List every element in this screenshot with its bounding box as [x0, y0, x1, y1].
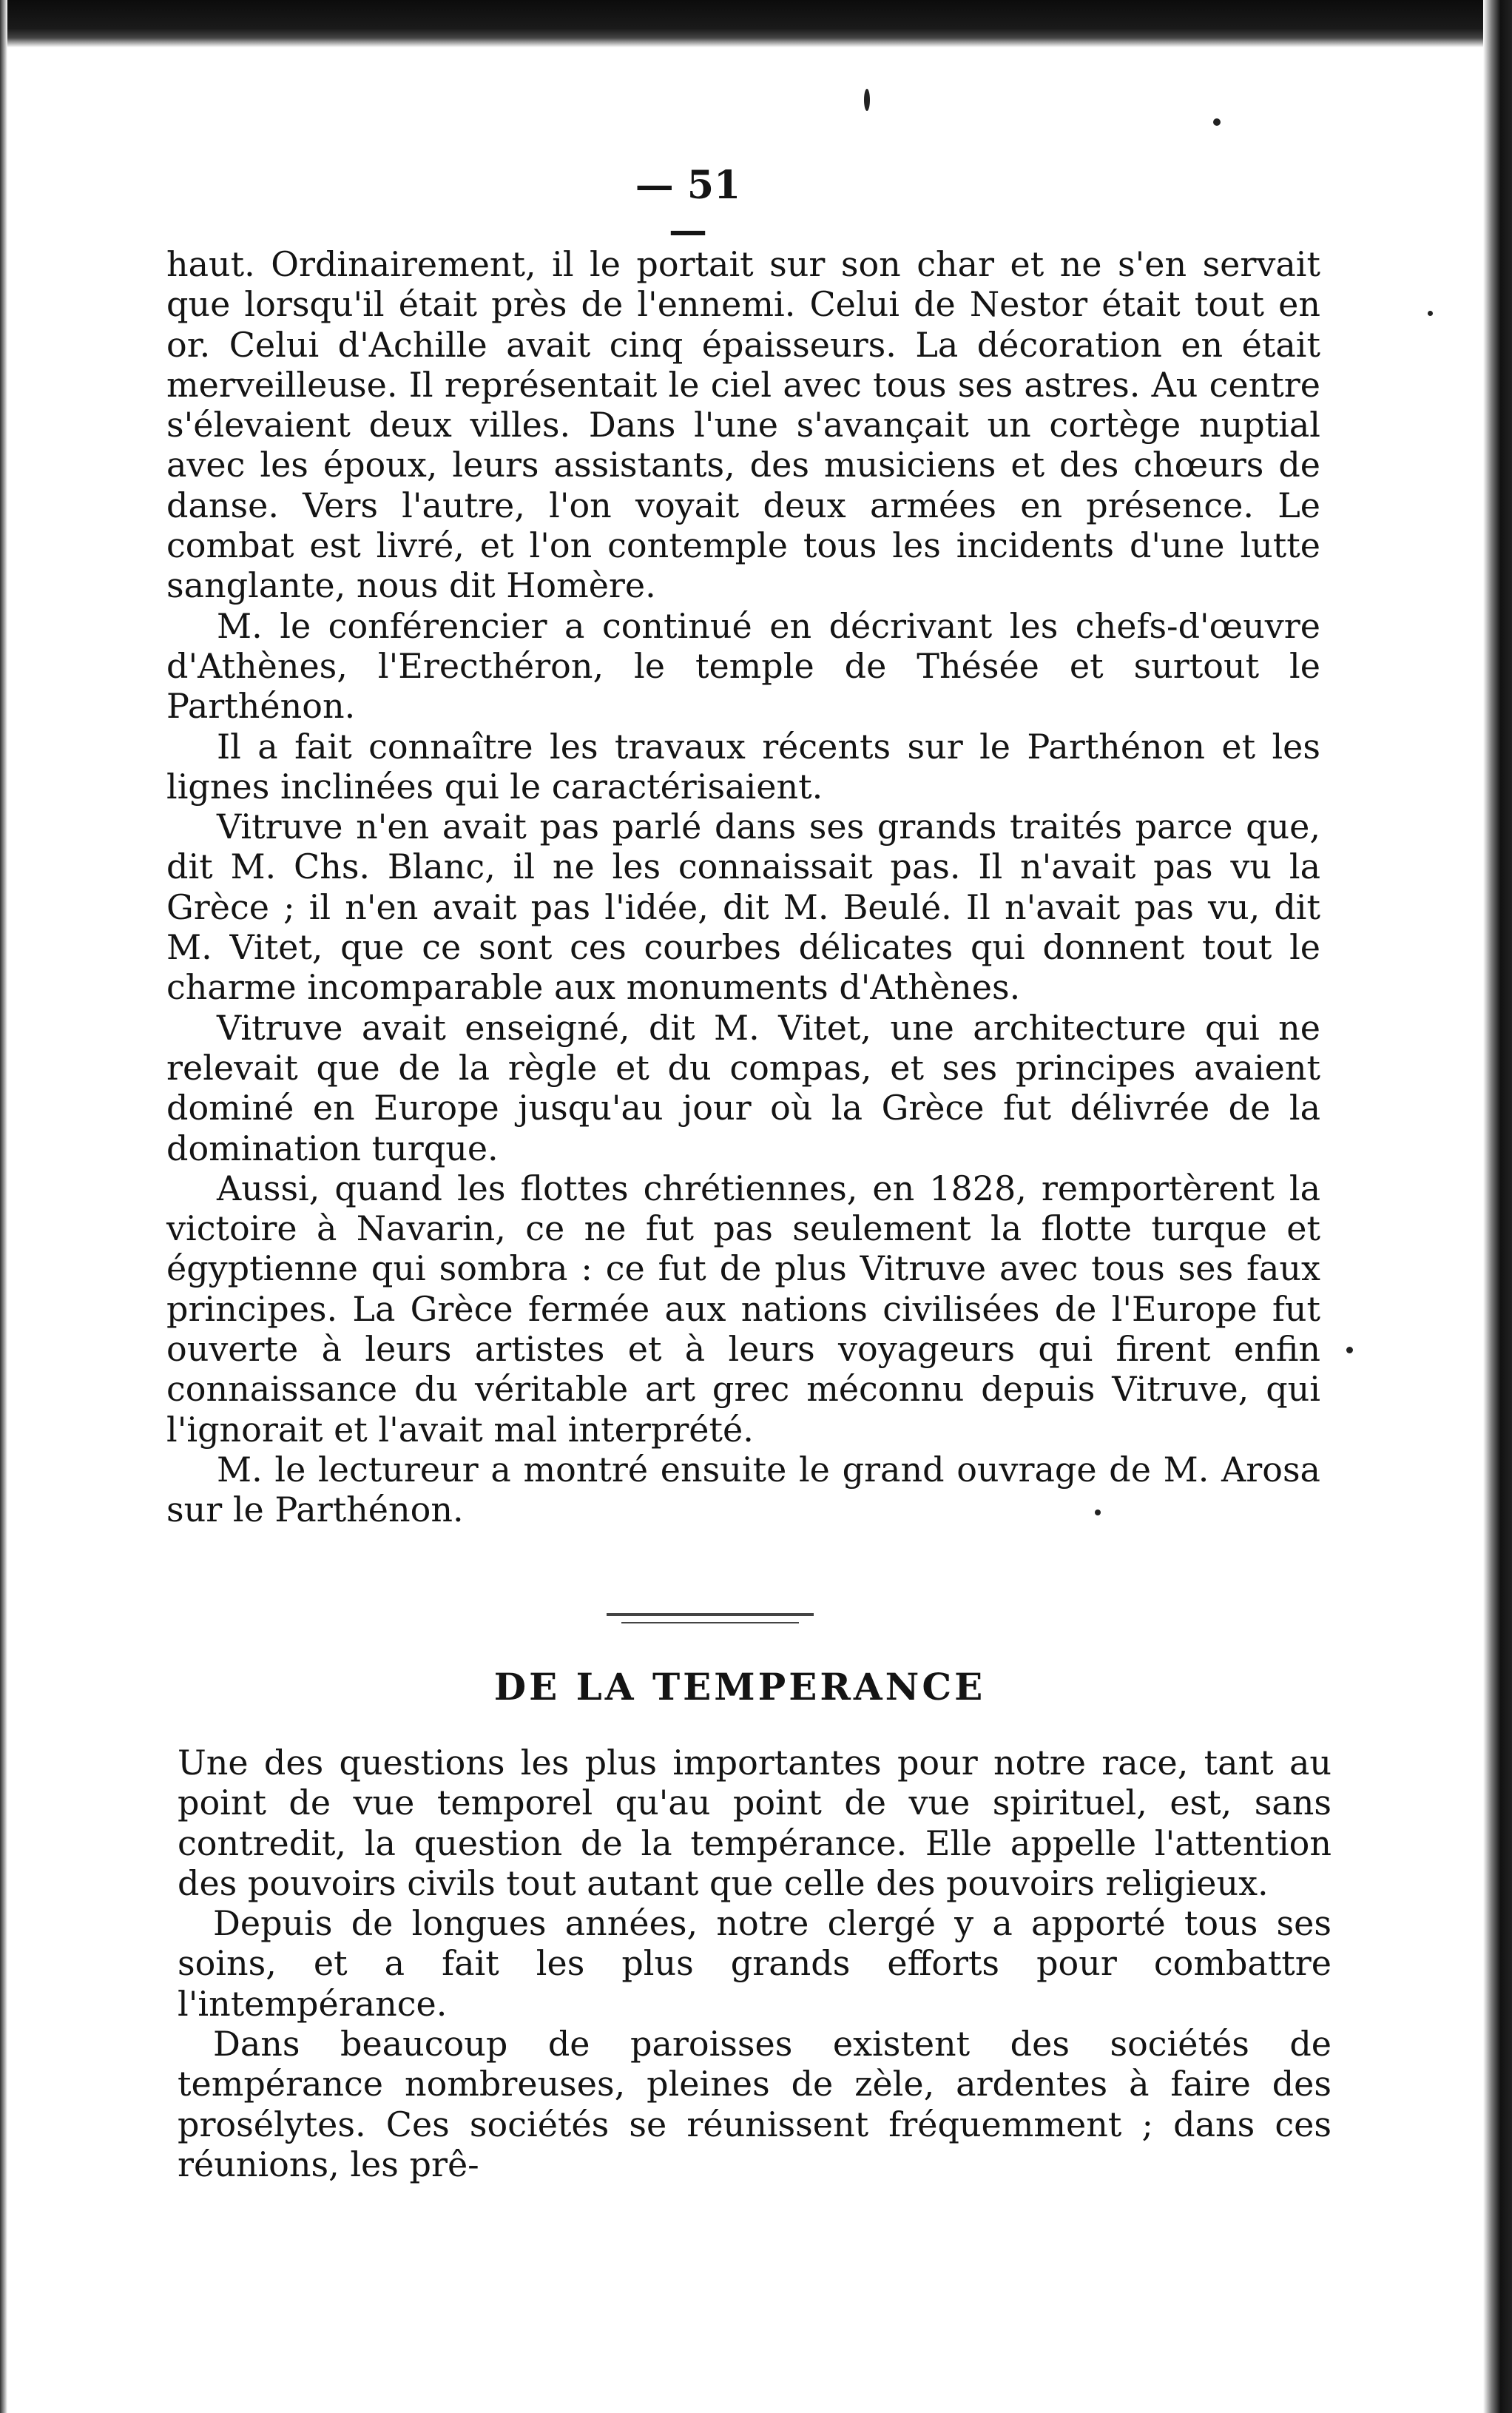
paragraph: Aussi, quand les flottes chrétiennes, en 1828, remportèrent la victoire à Navarin, ce ne fut pas seulement la flotte turque et égyptienne qui sombra : ce fut de plus Vitruve avec tous ses faux principes. La Grèce fermée aux nations civilisées de l'Europe fut ouverte à leurs artistes et à leurs voyageurs qui firent enfin connaissance du véritable art grec méconnu depuis Vitruve, qui l'ignorait et l'avait mal interprété.	[166, 1168, 1320, 1450]
page-number: — 51 —	[635, 163, 741, 253]
article-body-temperance	[178, 1743, 1332, 2184]
scan-speck	[864, 89, 870, 111]
scan-speck	[1346, 1347, 1353, 1353]
paragraph: Une des questions les plus importantes pour notre race, tant au point de vue temporel qu'au point de vue spirituel, est, sans contredit, la question de la tempérance. Elle appelle l'attention des pouvoirs civils tout autant que celle des pouvoirs religieux.	[178, 1743, 1332, 1903]
paragraph: Depuis de longues années, notre clergé y a apporté tous ses soins, et a fait les plus grands efforts pour combattre l'intempérance.	[178, 1903, 1332, 2024]
paragraph: haut. Ordinairement, il le portait sur son char et ne s'en servait que lorsqu'il était près de l'ennemi. Celui de Nestor était tout en or. Celui d'Achille avait cinq épaisseurs. La décoration en était merveilleuse. Il représentait le ciel avec tous ses astres. Au centre s'élevaient deux villes. Dans l'une s'avançait un cortège nuptial avec les époux, leurs assistants, des musiciens et des chœurs de danse. Vers l'autre, l'on voyait deux armées en présence. Le combat est livré, et l'on contemple tous les incidents d'une lutte sanglante, nous dit Homère.	[166, 244, 1320, 606]
scan-speck	[1095, 1510, 1101, 1515]
paragraph: Il a fait connaître les travaux récents sur le Parthénon et les lignes inclinées qui le caractérisaient.	[166, 726, 1320, 807]
section-heading: DE LA TEMPERANCE	[493, 1665, 986, 1709]
article-body	[166, 244, 1320, 1530]
paragraph: M. le conférencier a continué en décrivant les chefs-d'œuvre d'Athènes, l'Erecthéron, le temple de Thésée et surtout le Parthénon.	[166, 605, 1320, 727]
paragraph: M. le lectureur a montré ensuite le grand ouvrage de M. Arosa sur le Parthénon.	[166, 1449, 1320, 1530]
paragraph: Vitruve avait enseigné, dit M. Vitet, une architecture qui ne relevait que de la règle et du compas, et ses principes avaient dominé en Europe jusqu'au jour où la Grèce fut délivrée de la domination turque.	[166, 1007, 1320, 1168]
scan-speck	[1213, 118, 1221, 126]
paragraph: Dans beaucoup de paroisses existent des sociétés de tempérance nombreuses, pleines de zèle, ardentes à faire des prosélytes. Ces sociétés se réunissent fréquemment ; dans ces réunions, les prê-	[178, 2024, 1332, 2184]
scan-right-edge	[1483, 0, 1512, 2413]
scan-speck	[1428, 311, 1433, 316]
section-divider-top	[607, 1613, 814, 1616]
scan-top-border	[0, 0, 1512, 47]
scan-left-edge	[0, 0, 7, 2413]
section-divider-bottom	[621, 1622, 799, 1623]
paragraph: Vitruve n'en avait pas parlé dans ses grands traités parce que, dit M. Chs. Blanc, il ne les connaissait pas. Il n'avait pas vu la Grèce ; il n'en avait pas l'idée, dit M. Beulé. Il n'avait pas vu, dit M. Vitet, que ce sont ces courbes délicates qui donnent tout le charme incomparable aux monuments d'Athènes.	[166, 807, 1320, 1008]
